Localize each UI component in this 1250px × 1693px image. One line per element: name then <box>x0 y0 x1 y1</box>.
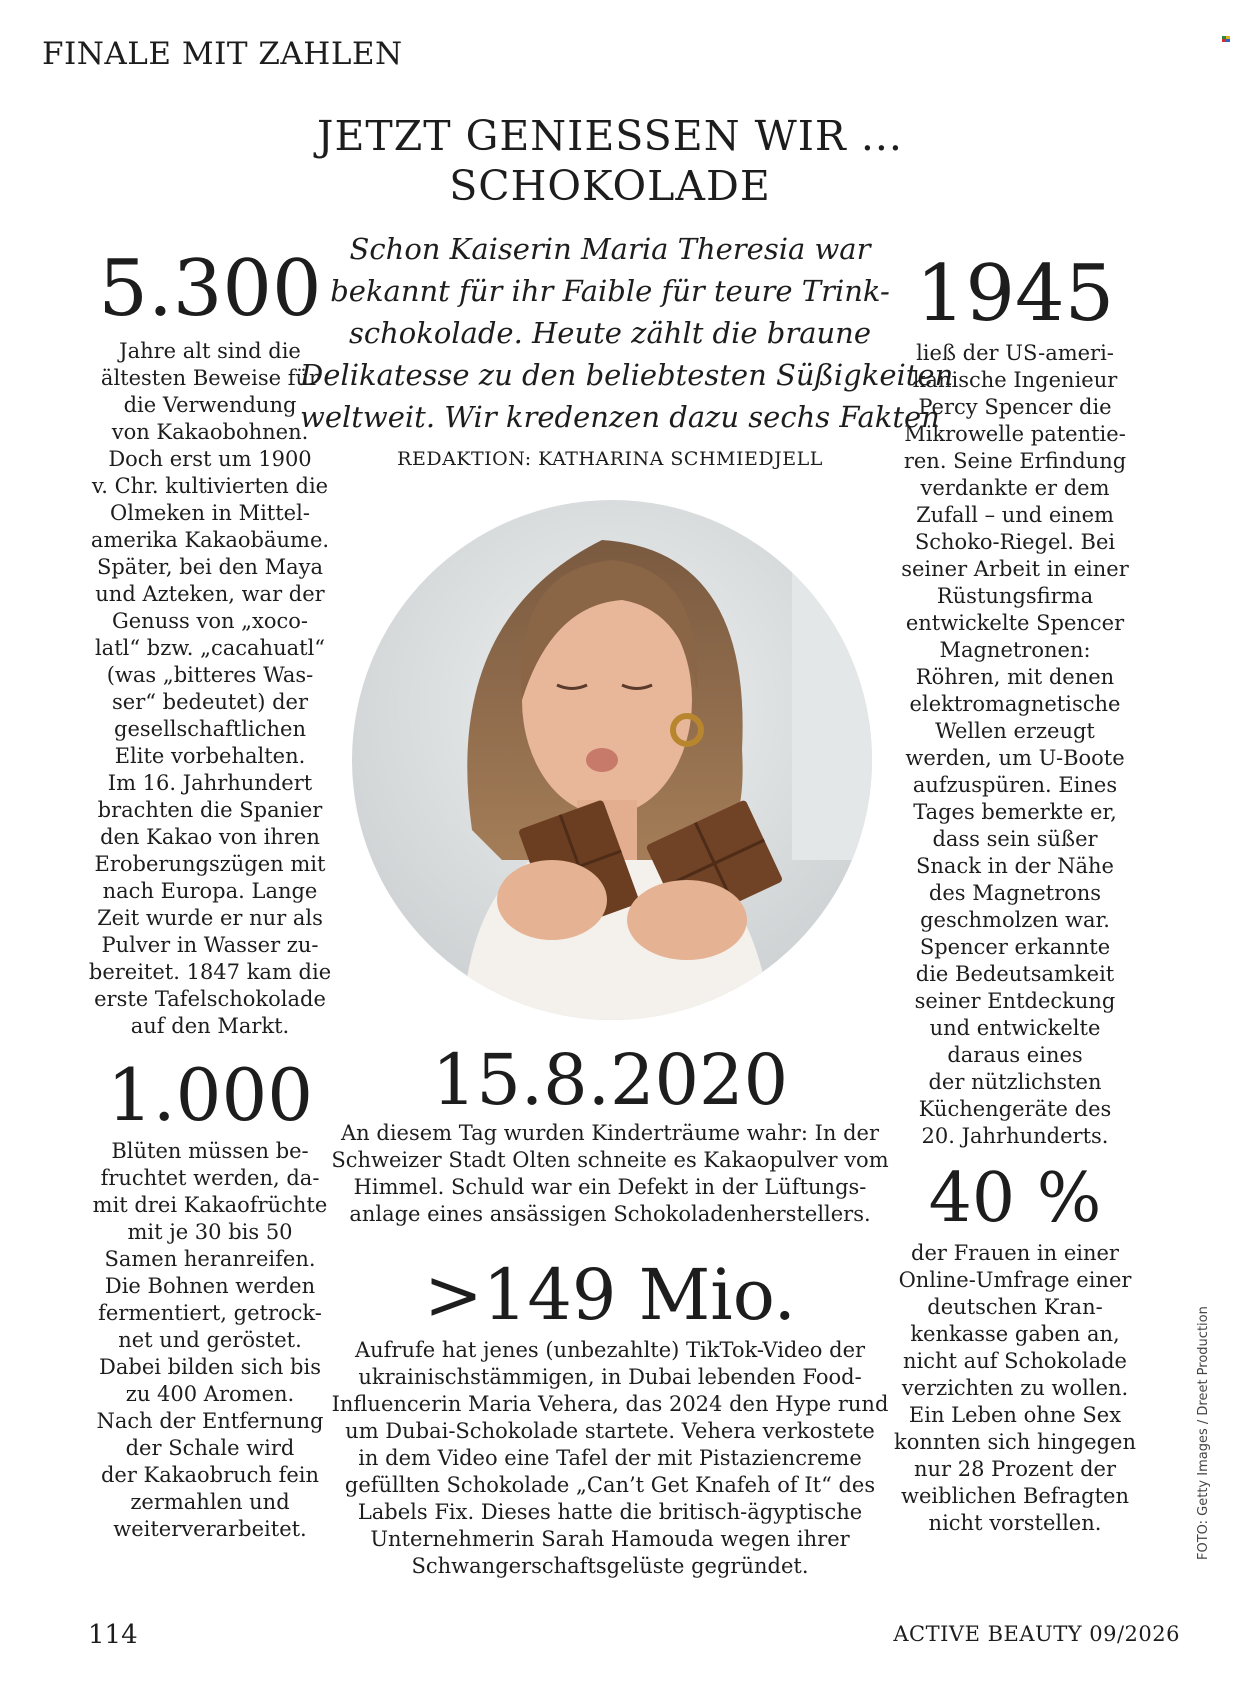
photo-credit: FOTO: Getty Images / Dreet Production <box>1196 1306 1211 1560</box>
intro-line: schokolade. Heute zählt die braune <box>348 316 872 350</box>
intro-line: bekannt für ihr Faible für teure Trink- <box>330 274 890 308</box>
section-heading: FINALE MIT ZAHLEN <box>42 36 403 72</box>
fact-number-1000: 1.000 <box>106 1053 314 1137</box>
color-mark-icon <box>1222 36 1230 42</box>
fact-number-1945: 1945 <box>915 249 1115 339</box>
fact-text-1000: Blüten müssen be- fruchtet werden, da- mit drei Kakaofrüchte mit je 30 bis 50 Samen heranreifen. Die Bohnen werden fermentiert, getrock- net und geröstet. Dabei bilden sich bis zu 400 Aromen. Nach der Entfernung der Schale wird der Kakaobruch fein zermahlen und weiterverarbeitet. <box>92 1139 328 1541</box>
intro-line: Delikatesse zu den beliebtesten Süßigkeiten <box>300 358 954 392</box>
fact-text-date: An diesem Tag wurden Kinderträume wahr: In der Schweizer Stadt Olten schneite es Kakaopulver vom Himmel. Schuld war ein Defekt in der Lüftungs- anlage eines ansässigen Schokoladenherstellers. <box>331 1121 889 1226</box>
woman-eating-chocolate-photo <box>352 500 872 1020</box>
intro-line: Schon Kaiserin Maria Theresia war <box>349 232 871 266</box>
fact-text-5300: Jahre alt sind die ältesten Beweise für die Verwendung von Kakaobohnen. Doch erst um 1900 v. Chr. kultivierten die Olmeken in Mittel- amerika Kakaobäume. Später, bei den Maya und Azteken, war der Genuss von „xoco- latl“ bzw. „cacahuatl“ (was „bitteres Was- ser“ bedeutet) der gesellschaftlichen Elite vorbehalten. Im 16. Jahrhundert brachten die Spanier den Kakao von ihren Eroberungszügen mit nach Europa. Lange Zeit wurde er nur als Pulver in Wasser zu- bereitet. 1847 kam die erste Tafelschokolade auf den Markt. <box>88 339 332 1038</box>
article-title-line-1: JETZT GENIESSEN WIR ... <box>317 112 903 160</box>
article-title-line-2: SCHOKOLADE <box>449 162 771 210</box>
article-intro <box>300 228 954 438</box>
fact-number-40-percent: 40 % <box>928 1159 1102 1238</box>
editor-credit: REDAKTION: KATHARINA SCHMIEDJELL <box>397 448 823 470</box>
page-number: 114 <box>88 1620 138 1650</box>
intro-line: weltweit. Wir kredenzen dazu sechs Fakten <box>300 400 940 434</box>
fact-text-views: Aufrufe hat jenes (unbezahlte) TikTok-Video der ukrainischstämmigen, in Dubai lebenden Food- Influencerin Maria Vehera, das 2024 den Hype rund um Dubai-Schokolade startete. Vehera verkostete in dem Video eine Tafel der mit Pistaziencreme gefüllten Schokolade „Can’t Get Knafeh of It“ des Labels Fix. Dieses hatte die britisch-ägyptische Unternehmerin Sarah Hamouda wegen ihrer Schwangerschaftsgelüste gegründet. <box>331 1338 889 1578</box>
fact-text-40-percent: der Frauen in einer Online-Umfrage einer deutschen Kran- kenkasse gaben an, nicht auf Schokolade verzichten zu wollen. Ein Leben ohne Sex konnten sich hingegen nur 28 Prozent der weiblichen Befragten nicht vorstellen. <box>894 1241 1136 1535</box>
magazine-issue: ACTIVE BEAUTY 09/2026 <box>893 1622 1180 1646</box>
fact-number-5300: 5.300 <box>98 244 322 334</box>
fact-number-date: 15.8.2020 <box>431 1039 789 1121</box>
fact-number-views: >149 Mio. <box>424 1254 796 1336</box>
fact-text-1945: ließ der US-ameri- kanische Ingenieur Percy Spencer die Mikrowelle patentie- ren. Seine Erfindung verdankte er dem Zufall – und einem Schoko-Riegel. Bei seiner Arbeit in einer Rüstungsfirma entwickelte Spencer Magnetronen: Röhren, mit denen elektromagnetische Wellen erzeugt werden, um U-Boote aufzuspüren. Eines Tages bemerkte er, dass sein süßer Snack in der Nähe des Magnetrons geschmolzen war. Spencer erkannte die Bedeutsamkeit seiner Entdeckung und entwickelte daraus eines der nützlichsten Küchengeräte des 20. Jahrhunderts. <box>901 341 1129 1148</box>
